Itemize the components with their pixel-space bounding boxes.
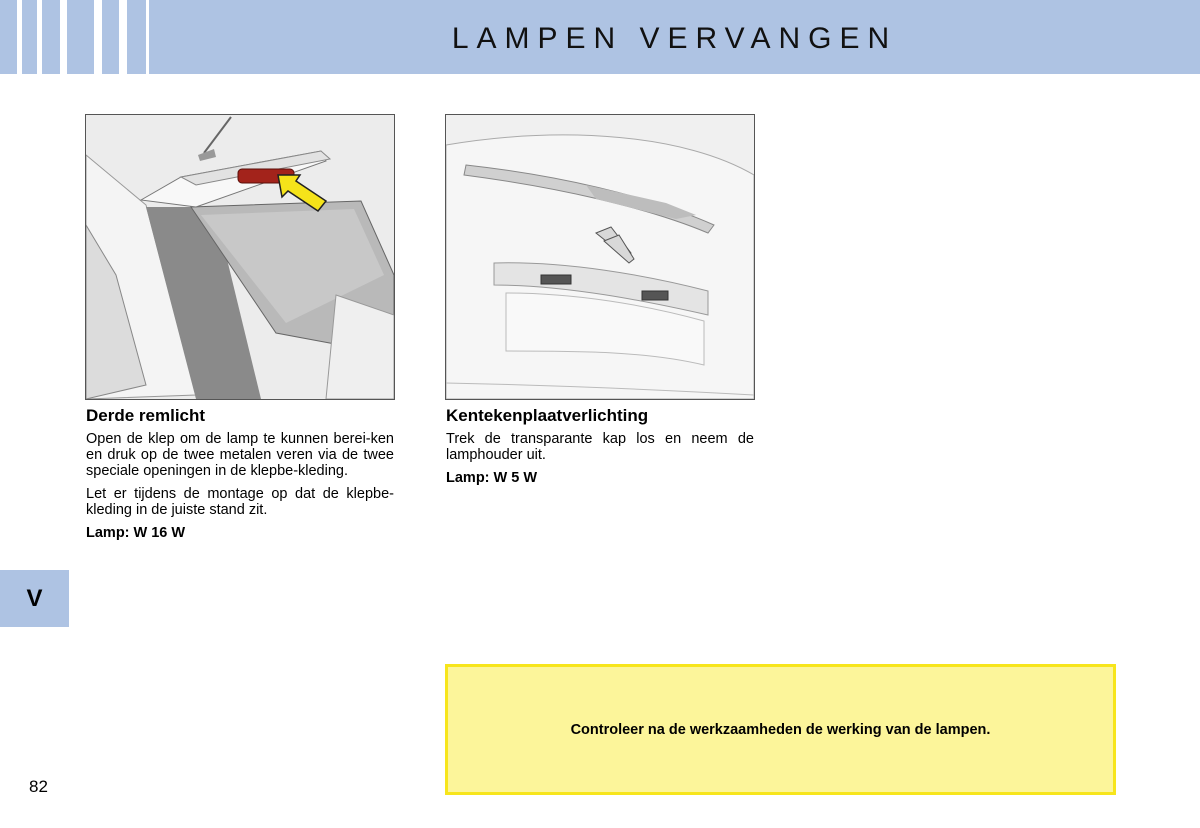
section-paragraph: Trek de transparante kap los en neem de lamphouder uit.: [446, 431, 754, 463]
brake-light-illustration: [85, 114, 395, 400]
section-heading: Kentekenplaatverlichting: [446, 406, 649, 425]
page-number: 82: [29, 777, 48, 796]
section-paragraph: Open de klep om de lamp te kunnen berei-ken en druk op de twee metalen veren via de twee speciale openingen in de klepbe-kleding.: [86, 431, 394, 479]
lamp-spec: Lamp: W 5 W: [446, 470, 538, 486]
header-stripe: [94, 0, 102, 74]
section-paragraph: Let er tijdens de montage op dat de klepbe-kleding in de juiste stand zit.: [86, 486, 394, 518]
note-text: Controleer na de werkzaamheden de werking van de lampen.: [570, 721, 991, 738]
section-third-brake-light: [86, 406, 394, 541]
header-stripe: [60, 0, 67, 74]
chapter-tab: V: [0, 570, 69, 627]
page-title: LAMPEN VERVANGEN: [451, 22, 898, 55]
section-heading: Derde remlicht: [86, 406, 206, 425]
license-plate-light-illustration: [445, 114, 755, 400]
page-header: [0, 0, 1200, 74]
note-box: [445, 664, 1116, 795]
header-stripe: [37, 0, 42, 74]
header-stripe: [17, 0, 22, 74]
section-license-plate-light: [446, 406, 754, 486]
lamp-spec: Lamp: W 16 W: [86, 525, 186, 541]
header-stripe: [119, 0, 127, 74]
